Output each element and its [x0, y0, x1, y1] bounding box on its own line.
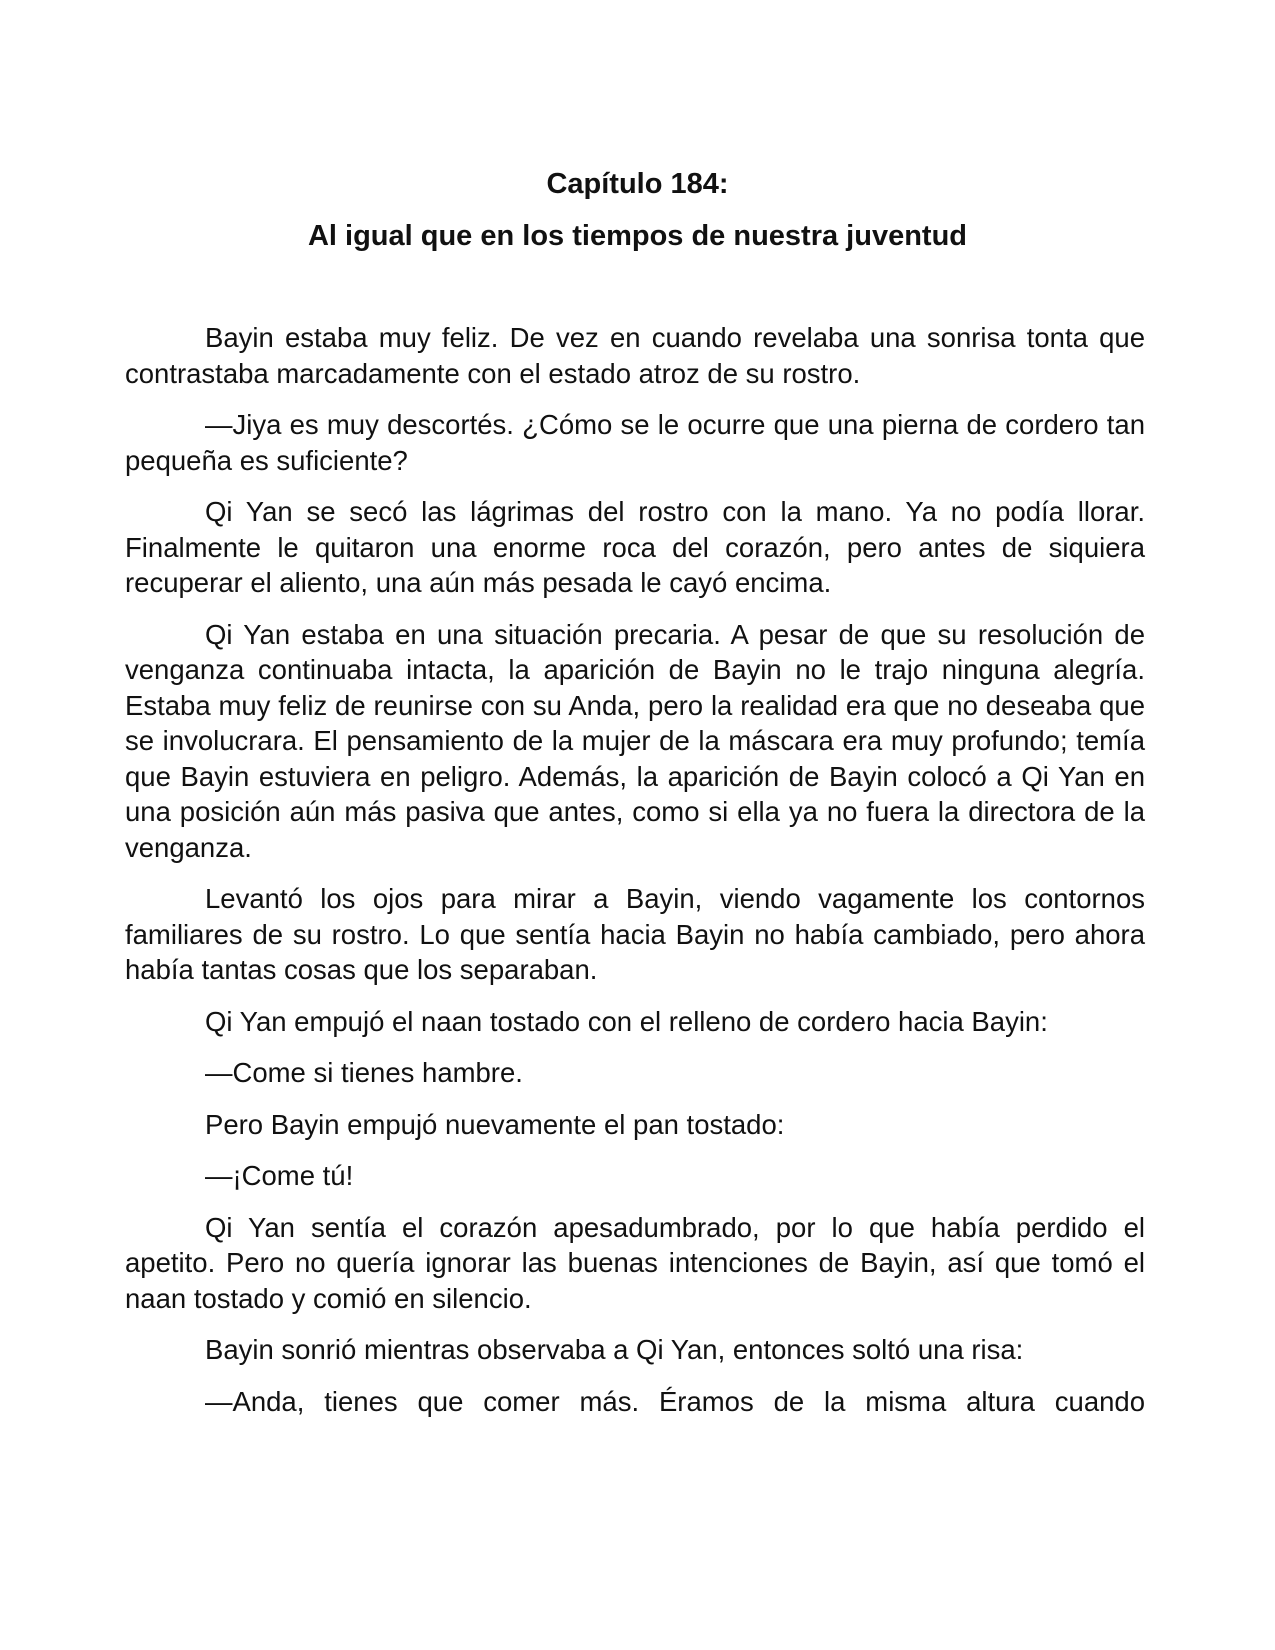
paragraph: Qi Yan empujó el naan tostado con el relleno de cordero hacia Bayin: — [205, 1005, 1048, 1037]
paragraph: —Jiya es muy descortés. ¿Cómo se le ocurre que una pierna de cordero tan pequeña es suficiente? — [125, 409, 1145, 476]
paragraph: Qi Yan se secó las lágrimas del rostro con la mano. Ya no podía llorar. Finalmente le quitaron una enorme roca del corazón, pero antes de siquiera recuperar el aliento, una aún más pesada le cayó encima. — [125, 496, 1145, 598]
chapter-number: Capítulo 184: — [546, 168, 729, 200]
chapter-title: Al igual que en los tiempos de nuestra juventud — [307, 220, 968, 252]
paragraph: —Anda, tienes que comer más. Éramos de la misma altura cuando — [205, 1385, 1145, 1417]
paragraph: Levantó los ojos para mirar a Bayin, viendo vagamente los contornos familiares de su rostro. Lo que sentía hacia Bayin no había cambiado, pero ahora había tantas cosas que los separaban. — [125, 883, 1145, 985]
paragraph: Qi Yan sentía el corazón apesadumbrado, por lo que había perdido el apetito. Pero no quería ignorar las buenas intenciones de Bayin, así que tomó el naan tostado y comió en silencio. — [125, 1211, 1145, 1314]
paragraph: Bayin sonrió mientras observaba a Qi Yan, entonces soltó una risa: — [205, 1334, 1024, 1365]
paragraph: —Come si tienes hambre. — [205, 1057, 523, 1088]
paragraph: Bayin estaba muy feliz. De vez en cuando revelaba una sonrisa tonta que contrastaba marcadamente con el estado atroz de su rostro. — [125, 322, 1145, 389]
paragraph: Qi Yan estaba en una situación precaria. A pesar de que su resolución de venganza continuaba intacta, la aparición de Bayin no le trajo ninguna alegría. Estaba muy feliz de reunirse con su Anda, pero la realidad era que no deseaba que se involucrara. El pensamiento de la mujer de la máscara era muy profundo; temía que Bayin estuviera en peligro. Además, la aparición de Bayin colocó a Qi Yan en una posición aún más pasiva que antes, como si ella ya no fuera la directora de la venganza. — [125, 618, 1145, 863]
paragraph: Pero Bayin empujó nuevamente el pan tostado: — [205, 1108, 785, 1140]
paragraph: —¡Come tú! — [205, 1160, 354, 1191]
chapter-body — [125, 320, 1145, 1419]
